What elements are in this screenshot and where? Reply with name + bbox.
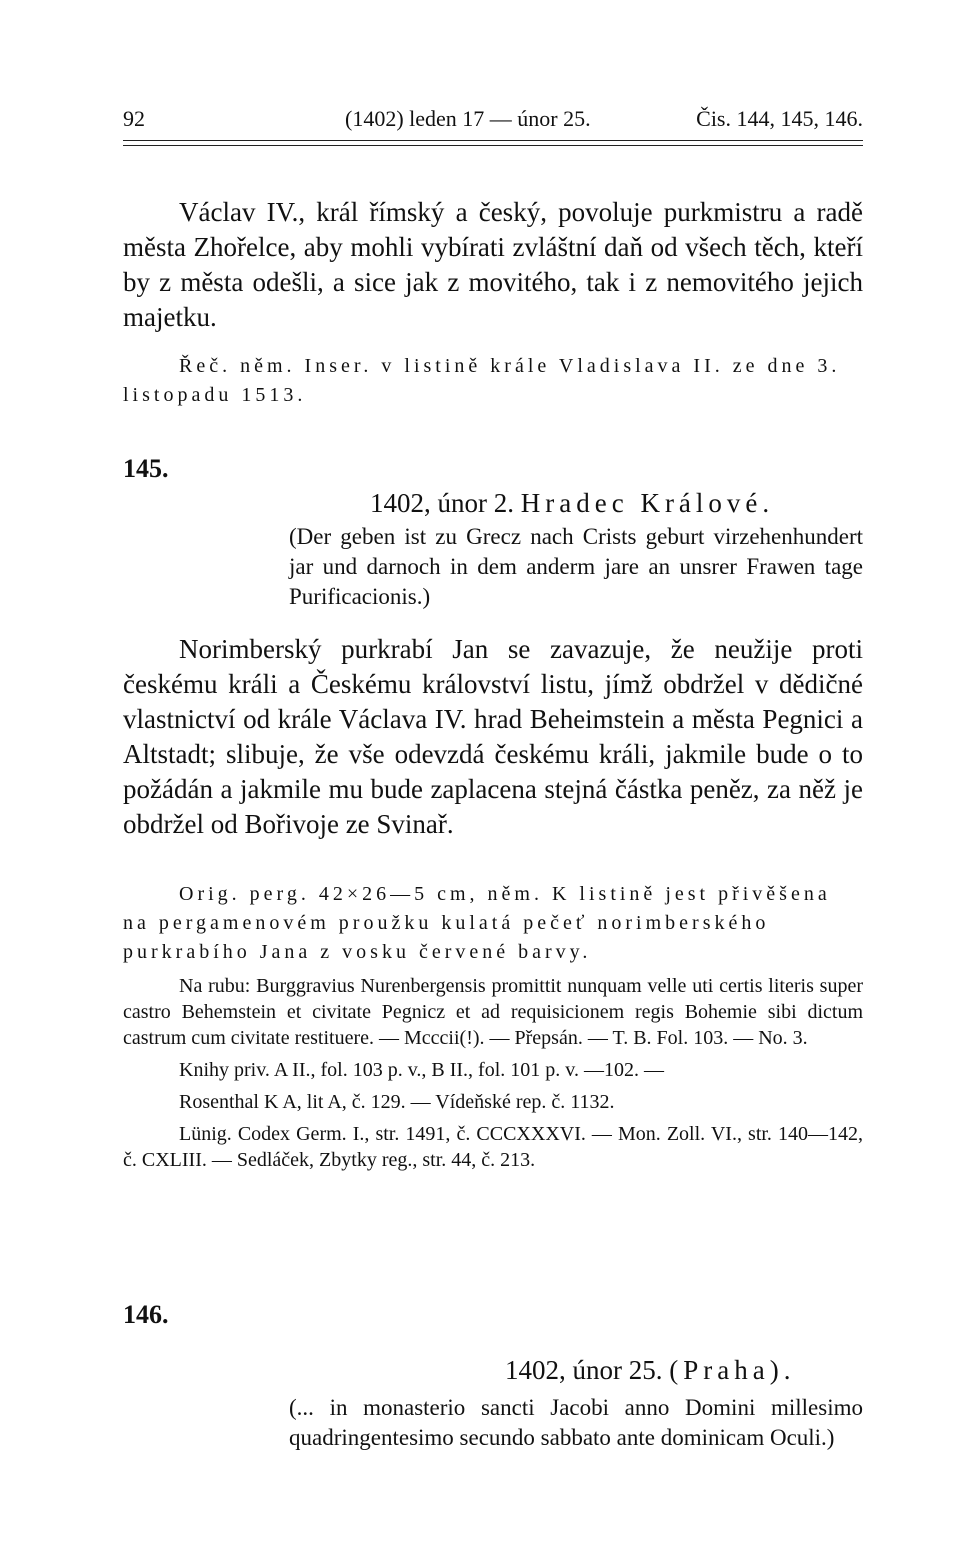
entry-145-endorsement: Na rubu: Burggravius Nurenbergensis promittit nunquam velle uti certis literis super castro Behemstein et civitate Pegnicz et ad requisicionem regis Bohemie sibi dictum castrum cum civitate restituere. — Mcccii(!). — Přepsán. — T. B. Fol. 103. — No. 3. [123,975,863,1049]
entry-144-note-block [123,352,863,410]
header-entry-numbers: Čis. 144, 145, 146. [696,106,863,131]
running-header [123,104,863,134]
entry-145-apparatus [123,880,863,1173]
entry-145-body [123,632,863,842]
entry-145-reference-1: Knihy priv. A II., fol. 103 p. v., B II., fol. 101 p. v. —102. — [179,1059,664,1081]
entry-144 [123,195,863,335]
entry-144-note: Řeč. něm. Inser. v listině krále Vladislava II. ze dne 3. listopadu 1513. [123,355,841,406]
entry-145-reference-3: Lünig. Codex Germ. I., str. 1491, č. CCCXXXVI. — Mon. Zoll. VI., str. 140—142, č. CXLIII. — Sedláček, Zbytky reg., str. 44, č. 213. [123,1123,863,1171]
entry-145-reference-2: Rosenthal K A, lit A, č. 129. — Vídeňské rep. č. 1132. [179,1091,615,1113]
entry-146-place: (Praha). [669,1355,796,1385]
entry-146-quote: (... in monasterio sancti Jacobi anno Domini millesimo quadringentesimo secundo sabbato ante dominicam Oculi.) [289,1395,863,1450]
entry-146-date: 1402, únor 25. [505,1355,663,1385]
entry-146-number: 146. [123,1300,169,1329]
entry-146-dateline [505,1353,795,1387]
entry-145-quote: (Der geben ist zu Grecz nach Crists geburt virzehenhundert jar und darnoch in dem anderm jare an unsrer Frawen tage Purificacionis.) [289,524,863,609]
entry-145-number: 145. [123,454,169,483]
entry-145-date: 1402, únor 2. [370,488,514,518]
header-rule-double [123,145,863,146]
entry-145-dateline [370,486,774,520]
header-date-range: (1402) leden 17 — únor 25. [345,106,591,131]
entry-144-summary: Václav IV., král římský a český, povoluje purkmistru a radě města Zhořelce, aby mohli vybírati zvláštní daň od všech těch, kteří by z města odešli, a sice jak z movitého, tak i z nemovitého jejich majetku. [123,197,863,332]
entry-145-place: Hradec Králové. [520,488,775,518]
header-rule [123,140,863,141]
entry-145-summary: Norimberský purkrabí Jan se zavazuje, že neužije proti českému králi a Českému království listu, jímž obdržel v dědičné vlastnictví od krále Václava IV. hrad Beheimstein a města Pegnici a Altstadt; slibuje, že vše odevzdá českému králi, jakmile bude o to požádán a jakmile mu bude zaplacena stejná částka peněz, za něž je obdržel od Bořivoje ze Svinař. [123,634,863,839]
page-number: 92 [123,106,145,131]
entry-145-orig-note: Orig. perg. 42×26—5 cm, něm. K listině jest přivěšena na pergamenovém proužku kulatá pečeť norimberského purkrabího Jana z vosku červené barvy. [123,883,831,963]
